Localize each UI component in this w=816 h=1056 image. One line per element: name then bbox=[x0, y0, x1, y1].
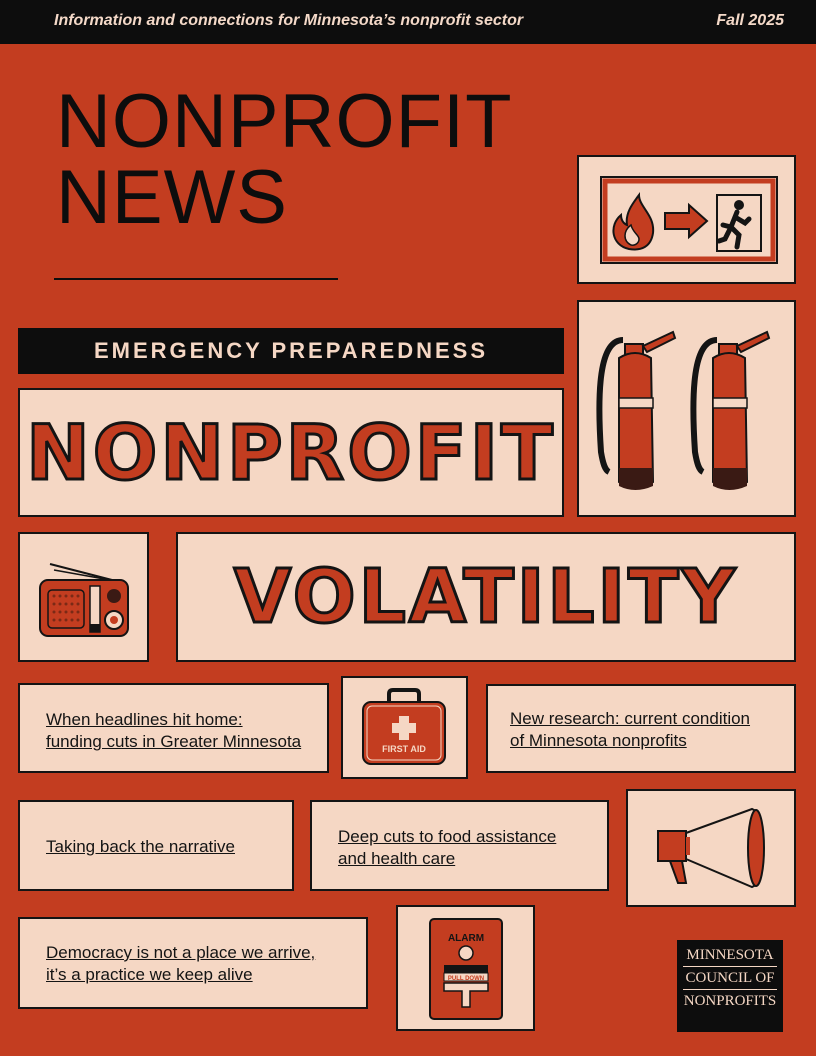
extinguisher-panel bbox=[577, 300, 796, 517]
story-card-3[interactable] bbox=[18, 800, 294, 891]
story-link-5[interactable]: Democracy is not a place we arrive, it’s a practice we keep alive bbox=[46, 943, 316, 984]
exit-sign-panel bbox=[577, 155, 796, 284]
tagline: Information and connections for Minnesota’s nonprofit sector bbox=[54, 12, 524, 29]
fire-alarm-icon bbox=[398, 907, 533, 1029]
logo-line-1: MINNESOTA bbox=[686, 947, 774, 963]
alarm-label: ALARM bbox=[447, 933, 485, 944]
alarm-panel bbox=[396, 905, 535, 1031]
masthead-title bbox=[56, 79, 513, 240]
masthead-line-2: NEWS bbox=[56, 155, 288, 240]
story-card-5[interactable] bbox=[18, 917, 368, 1009]
story-card-1[interactable] bbox=[18, 683, 329, 773]
fire-extinguisher-icon bbox=[579, 302, 794, 515]
story-card-2[interactable] bbox=[486, 684, 796, 773]
radio-panel bbox=[18, 532, 149, 662]
megaphone-icon bbox=[628, 791, 794, 905]
story-link-1[interactable]: When headlines hit home: funding cuts in Greater Minnesota bbox=[46, 710, 302, 751]
first-aid-label: FIRST AID bbox=[382, 744, 426, 754]
story-card-4[interactable] bbox=[310, 800, 609, 891]
headline-word-2: VOLATILITY bbox=[233, 554, 739, 640]
issue-season: Fall 2025 bbox=[716, 12, 784, 29]
fire-exit-sign-icon bbox=[579, 157, 794, 282]
masthead-line-1: NONPROFIT bbox=[56, 79, 513, 164]
pull-down-label: PULL DOWN bbox=[447, 976, 485, 982]
first-aid-panel bbox=[341, 676, 468, 779]
logo-line-2: COUNCIL OF bbox=[685, 970, 775, 986]
headline-word-1: NONPROFIT bbox=[26, 408, 556, 497]
headline-panel-2 bbox=[176, 532, 796, 662]
megaphone-panel bbox=[626, 789, 796, 907]
story-link-2[interactable]: New research: current condition of Minnesota nonprofits bbox=[510, 709, 751, 750]
section-label: EMERGENCY PREPAREDNESS bbox=[18, 328, 564, 374]
top-banner bbox=[0, 0, 816, 44]
radio-icon bbox=[20, 534, 147, 660]
masthead-rule bbox=[54, 278, 338, 280]
mcn-logo bbox=[677, 940, 783, 1032]
logo-line-3: NONPROFITS bbox=[683, 993, 777, 1009]
story-link-4[interactable]: Deep cuts to food assistance and health care bbox=[338, 827, 557, 868]
headline-panel-1 bbox=[18, 388, 564, 517]
story-link-3[interactable]: Taking back the narrative bbox=[46, 837, 235, 856]
first-aid-kit-icon bbox=[343, 678, 466, 777]
